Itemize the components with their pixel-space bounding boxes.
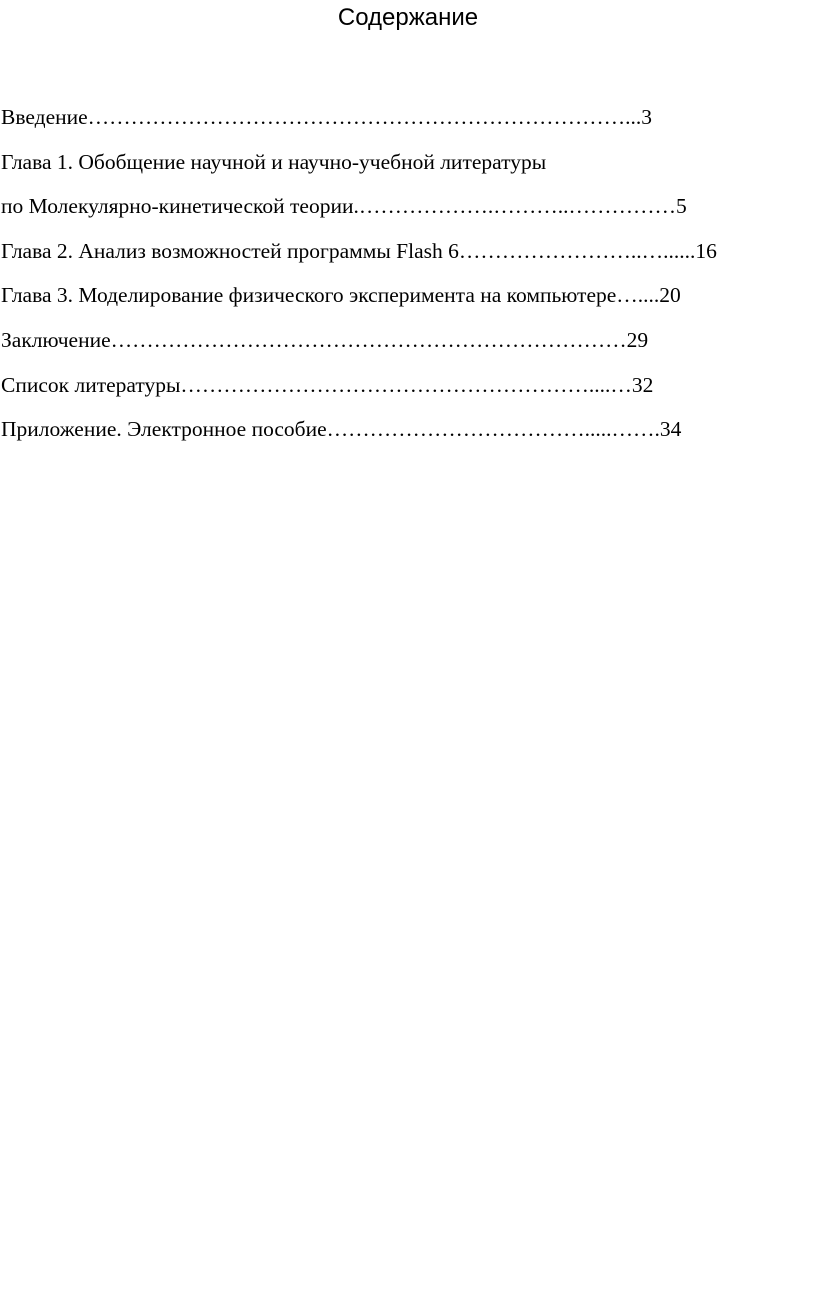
page-title: Содержание <box>337 4 479 31</box>
toc-entry-appendix: Приложение. Электронное пособие……………………………….....…….34 <box>1 417 682 442</box>
toc-entry-chapter-3: Глава 3. Моделирование физического эксперимента на компьютере…....20 <box>1 283 681 308</box>
toc-entry-chapter-2: Глава 2. Анализ возможностей программы Flash 6……………………..…......16 <box>1 238 717 263</box>
toc-entry-conclusion: Заключение………………………………………………………………29 <box>1 327 649 352</box>
table-of-contents <box>1 95 813 452</box>
toc-entry-chapter-1-title: Глава 1. Обобщение научной и научно-учебной литературы <box>1 149 547 174</box>
toc-entry-introduction: Введение…………………………………………………………………...3 <box>1 105 653 129</box>
toc-entry-chapter-1-continuation: по Молекулярно-кинетической теории.……………….………..……………5 <box>1 194 687 219</box>
toc-entry-bibliography: Список литературы…………………………………………………....…32 <box>1 372 654 397</box>
